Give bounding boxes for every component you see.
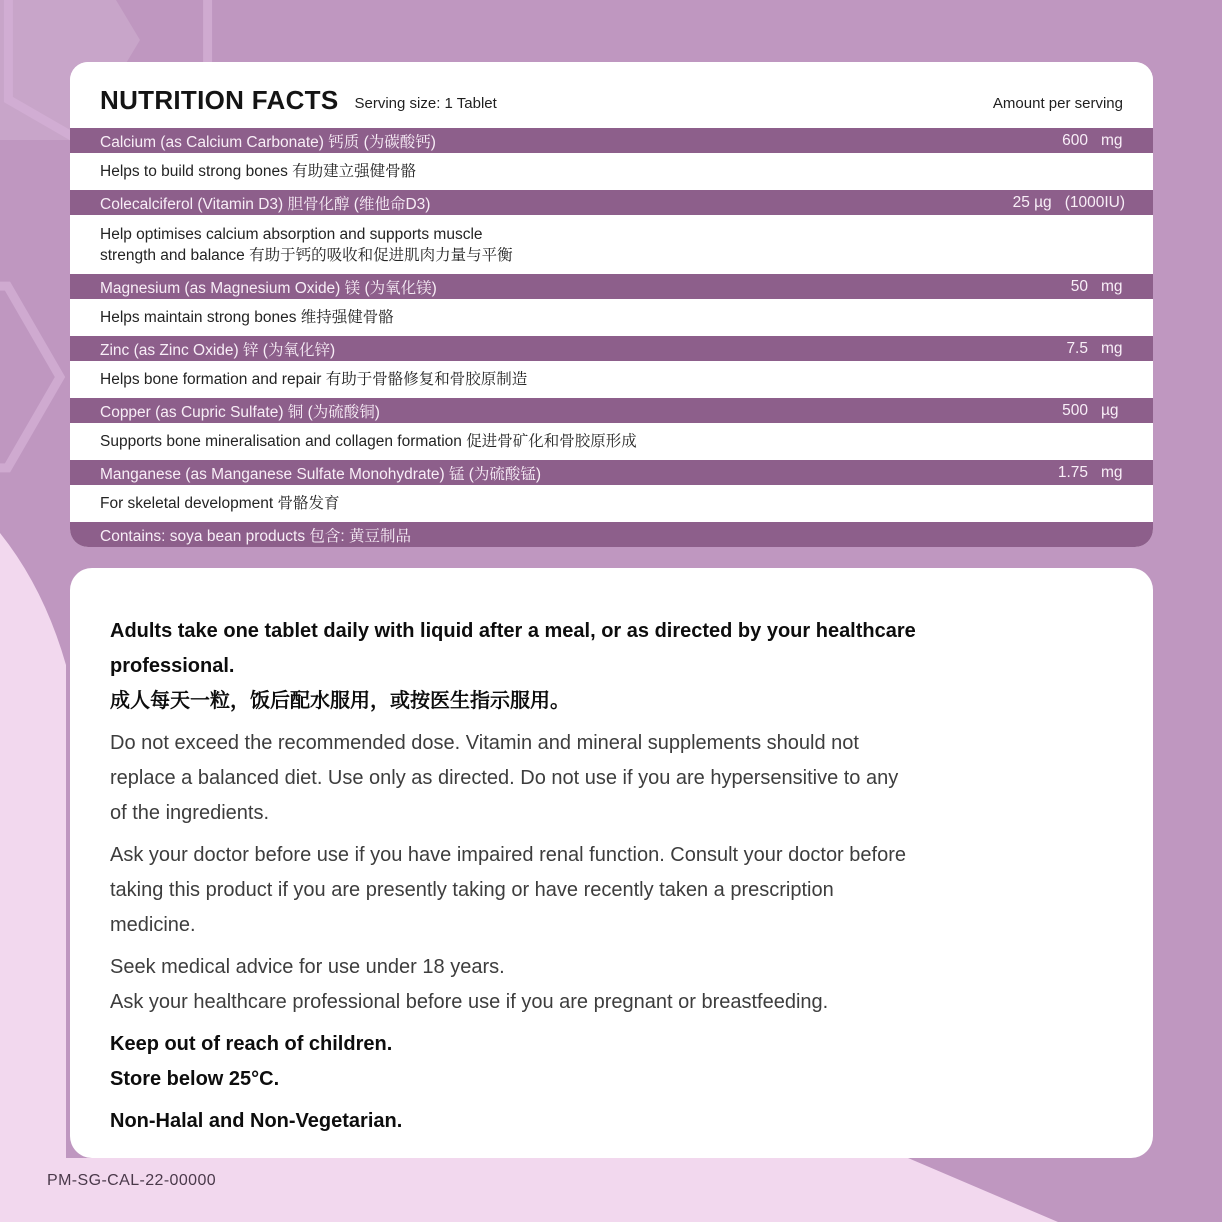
directions-paragraph [110, 614, 1103, 719]
amount-per-serving-label: Amount per serving [992, 95, 1123, 112]
nutrient-row [70, 190, 1153, 215]
directions-line: Keep out of reach of children. [110, 1033, 393, 1055]
nutrient-row [70, 522, 1153, 547]
product-code: PM-SG-CAL-22-00000 [47, 1172, 217, 1189]
directions-line: medicine. [110, 914, 196, 936]
description-line: Help optimises calcium absorption and supports muscle [100, 225, 483, 243]
description-row [70, 423, 1153, 460]
description-row [70, 361, 1153, 398]
nutrient-amount [1013, 194, 1125, 212]
serving-size-label: Serving size: 1 Tablet [354, 95, 497, 112]
description-line: Supports bone mineralisation and collagen formation 促进骨矿化和骨胶原形成 [100, 433, 637, 450]
directions-line: replace a balanced diet. Use only as directed. Do not use if you are hypersensitive to any [110, 767, 899, 789]
description-line: Helps to build strong bones 有助建立强健骨骼 [100, 163, 417, 180]
directions-line: of the ingredients. [110, 802, 269, 824]
nutrient-amount [1066, 340, 1125, 358]
nutrient-amount [1062, 132, 1125, 150]
directions-line: 成人每天一粒，饭后配水服用，或按医生指示服用。 [110, 690, 570, 712]
nutrient-amount-value: 50 [1070, 277, 1088, 295]
directions-paragraph [110, 1027, 1103, 1097]
directions-paragraph [110, 838, 1103, 943]
directions-line: professional. [110, 655, 235, 677]
nutrient-amount-value: 600 [1062, 131, 1088, 149]
directions-card [70, 568, 1153, 1158]
nutrient-row [70, 398, 1153, 423]
directions-line: Adults take one tablet daily with liquid after a meal, or as directed by your healthcare [110, 620, 916, 642]
directions-line: Store below 25°C. [110, 1068, 280, 1090]
nutrient-name: Contains: soya bean products 包含: 黄豆制品 [100, 527, 411, 545]
directions-line: Ask your doctor before use if you have impaired renal function. Consult your doctor before [110, 844, 906, 866]
nutrient-amount [1058, 464, 1125, 482]
directions-line: Do not exceed the recommended dose. Vitamin and mineral supplements should not [110, 732, 859, 754]
nutrient-row [70, 336, 1153, 361]
directions-paragraph [110, 726, 1103, 831]
nutrient-amount [1071, 278, 1125, 296]
directions-paragraph [110, 1104, 1103, 1139]
nutrient-name: Calcium (as Calcium Carbonate) 钙质 (为碳酸钙) [100, 133, 436, 151]
description-line: strength and balance 有助于钙的吸收和促进肌肉力量与平衡 [100, 246, 513, 264]
nutrient-name: Zinc (as Zinc Oxide) 锌 (为氧化锌) [100, 341, 336, 359]
nutrient-amount-unit: mg [1101, 463, 1123, 481]
directions-line: Seek medical advice for use under 18 years. [110, 956, 505, 978]
nutrient-row [70, 274, 1153, 299]
description-line: Helps bone formation and repair 有助于骨骼修复和骨胶原制造 [100, 371, 528, 388]
nutrition-facts-header [70, 62, 1153, 128]
nutrient-name: Copper (as Cupric Sulfate) 铜 (为硫酸铜) [100, 403, 380, 421]
nutrient-name: Magnesium (as Magnesium Oxide) 镁 (为氧化镁) [100, 279, 437, 297]
nutrient-row [70, 128, 1153, 153]
description-row [70, 153, 1153, 190]
hexagon-outline-icon [0, 286, 60, 468]
nutrition-facts-title: NUTRITION FACTS [100, 84, 339, 115]
nutrient-amount-unit: mg [1101, 131, 1123, 149]
nutrient-amount-unit: (1000IU) [1064, 193, 1125, 211]
description-row [70, 215, 1153, 274]
description-row [70, 299, 1153, 336]
directions-paragraph [110, 950, 1103, 1020]
description-line: Helps maintain strong bones 维持强健骨骼 [100, 309, 394, 326]
nutrient-amount-unit: mg [1101, 339, 1123, 357]
directions-text [110, 614, 1103, 1139]
nutrient-row [70, 460, 1153, 485]
nutrient-amount-unit: µg [1101, 401, 1119, 419]
nutrient-amount-unit: mg [1101, 277, 1123, 295]
directions-line: taking this product if you are presently taking or have recently taken a prescription [110, 879, 834, 901]
description-line: For skeletal development 骨骼发育 [100, 495, 340, 512]
nutrition-facts-card [70, 62, 1153, 547]
nutrient-name: Colecalciferol (Vitamin D3) 胆骨化醇 (维他命D3) [100, 195, 431, 213]
nutrient-amount [1062, 402, 1125, 420]
nutrient-amount-value: 7.5 [1066, 339, 1088, 357]
nutrient-amount-value: 1.75 [1057, 463, 1088, 481]
description-row [70, 485, 1153, 522]
nutrition-rows [70, 128, 1153, 547]
nutrient-amount-value: 25 µg [1012, 193, 1052, 211]
directions-line: Non-Halal and Non-Vegetarian. [110, 1110, 403, 1132]
directions-line: Ask your healthcare professional before use if you are pregnant or breastfeeding. [110, 991, 829, 1013]
nutrient-amount-value: 500 [1062, 401, 1088, 419]
nutrient-name: Manganese (as Manganese Sulfate Monohydrate) 锰 (为硫酸锰) [100, 465, 542, 483]
